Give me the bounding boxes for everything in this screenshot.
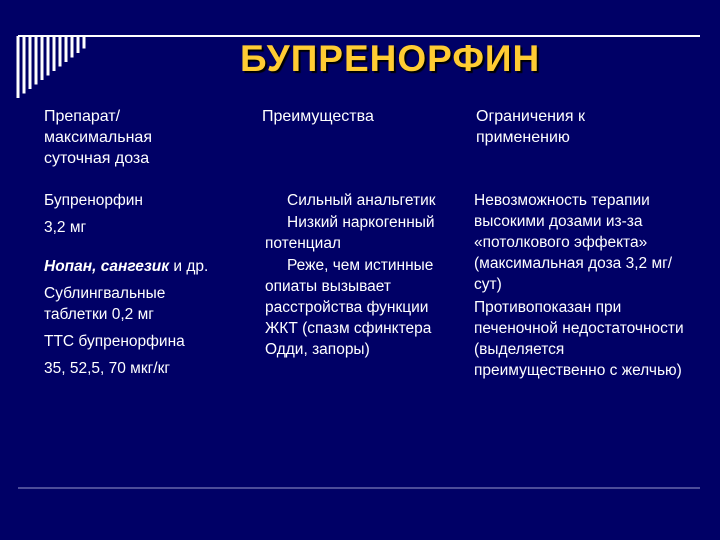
advantage-item: Сильный анальгетик — [287, 192, 436, 209]
drug-brands — [44, 256, 254, 277]
advantages-column — [265, 190, 465, 361]
drug-dose: 3,2 мг — [44, 219, 87, 236]
header-drug: Препарат/ максимальная суточная доза — [44, 108, 152, 167]
advantage-item: Низкий наркогенный потенциал — [265, 214, 435, 252]
limitation-item: Противопоказан при печеночной недостаточности (выделяется преимущественно с желчью) — [474, 299, 684, 379]
drug-column — [44, 190, 254, 385]
slide-title: БУПРЕНОРФИН — [240, 38, 541, 79]
header-advantages: Преимущества — [262, 108, 374, 125]
limitation-item: Невозможность терапии высокими дозами из-за «потолкового эффекта» (максимальная доза 3,2 мг/сут) — [474, 192, 673, 293]
limitations-column — [474, 190, 699, 383]
drug-brands-rest: и др. — [169, 258, 209, 275]
drug-tts-doses: 35, 52,5, 70 мкг/кг — [44, 360, 171, 377]
drug-tts: ТТС бупренорфина — [44, 333, 185, 350]
header-limitations: Ограничения к применению — [476, 108, 585, 146]
drug-sublingual: Сублингвальные таблетки 0,2 мг — [44, 285, 166, 323]
drug-brands-bold: Нопан, сангезик — [44, 258, 170, 275]
advantage-item: Реже, чем истинные опиаты вызывает расстройства функции ЖКТ (спазм сфинктера Одди, запоры) — [265, 257, 434, 358]
drug-name: Бупренорфин — [44, 192, 143, 209]
